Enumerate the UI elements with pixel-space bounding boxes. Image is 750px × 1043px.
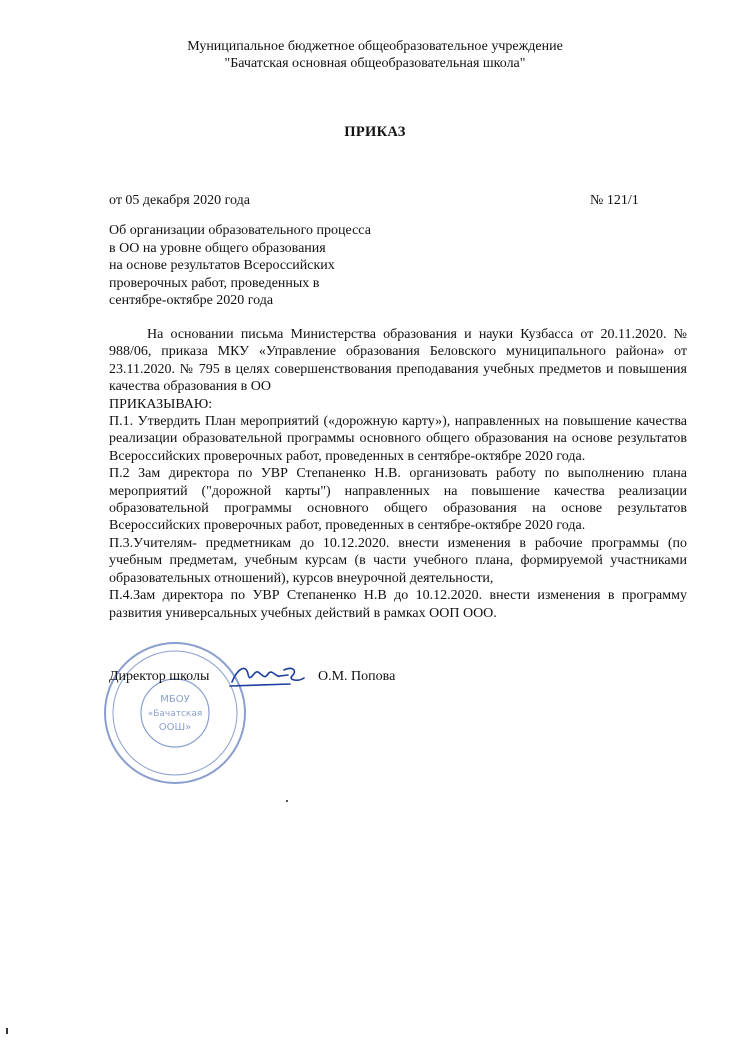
organization-name-line2: "Бачатская основная общеобразовательная школа" (224, 56, 526, 71)
stamp-line: «Бачатская (147, 709, 203, 719)
order-item: П.3.Учителям- предметникам до 10.12.2020. внести изменения в рабочие программы (по учебным предметам, учебным курсам (в части учебного плана, формируемой участниками образовательных отношений), курсов внеурочной деятельности, (109, 535, 687, 586)
scan-mark (6, 1028, 8, 1034)
subject-line: Об организации образовательного процесса (109, 223, 371, 238)
order-number: № 121/1 (590, 193, 639, 208)
subject-line: в ОО на уровне общего образования (109, 240, 326, 256)
organization-name-line1: Муниципальное бюджетное общеобразовательное учреждение (187, 39, 563, 54)
stamp-line: ООШ» (158, 722, 192, 733)
subject-line: сентябре-октябре 2020 года (109, 293, 274, 308)
order-item: П.2 Зам директора по УВР Степаненко Н.В. организовать работу по выполнению плана мероприятий ("дорожной карты") направленных на повышение качества реализации образовательной программы основного общего образования на основе результатов Всероссийских проверочных работ, проведенных в сентябре-октябре 2020 года. (109, 466, 687, 534)
stamp-line: МБОУ (160, 694, 190, 705)
signature-position: Директор школы (109, 669, 210, 684)
document-title: ПРИКАЗ (344, 124, 406, 140)
order-date: от 05 декабря 2020 года (109, 193, 250, 208)
order-item: П.1. Утвердить План мероприятий («дорожную карту»), направленных на повышение качества реализации образовательной программы основного общего образования на основе результатов Всероссийских проверочных работ, проведенных в сентябре-октябре 2020 года. (109, 414, 687, 464)
order-body (109, 326, 687, 622)
handwritten-signature-icon (228, 660, 308, 690)
scan-speck (286, 800, 288, 802)
order-item: П.4.Зам директора по УВР Степаненко Н.В до 10.12.2020. внести изменения в программу развития универсальных учебных действий в рамках ООП ООО. (109, 588, 687, 621)
subject-line: проверочных работ, проведенных в (109, 275, 320, 291)
subject-line: на основе результатов Всероссийских (109, 258, 335, 273)
preamble-paragraph: На основании письма Министерства образования и науки Кузбасса от 20.11.2020. № 988/06, приказа МКУ «Управление образования Беловского муниципального района» от 23.11.2020. № 795 в целях совершенствования преподавания учебных предметов и повышения качества образования в ОО (109, 327, 687, 395)
signatory-name: О.М. Попова (318, 669, 396, 684)
order-word: ПРИКАЗЫВАЮ: (109, 396, 213, 412)
order-subject (109, 222, 409, 310)
